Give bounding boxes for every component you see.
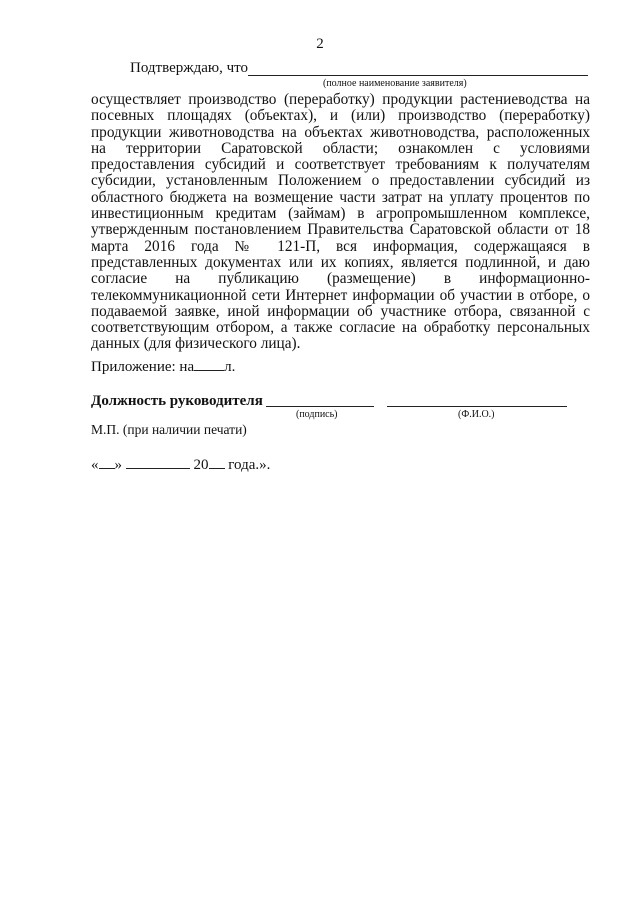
appendix-prefix: Приложение: на <box>91 359 195 375</box>
applicant-name-caption: (полное наименование заявителя) <box>323 78 467 89</box>
appendix-suffix: л. <box>224 359 236 375</box>
stamp-label: М.П. (при наличии печати) <box>91 422 247 437</box>
applicant-name-blank <box>248 75 588 76</box>
date-month-blank <box>126 456 190 469</box>
signature-blank <box>266 406 374 407</box>
confirmation-body-text: осуществляет производство (переработку) продукции растениеводства на посевных площадях (объектах), и (или) производство (переработку) продукции животноводства на объектах животноводства, расположенных на территории Саратовской области; ознакомлен с условиями предоставления субсидий и соответствует требованиям к получателям субсидии, установленным Положением о предоставлении субсидий из областного бюджета на возмещение части затрат на уплату процентов по инвестиционным кредитам (займам) в агропромышленном комплексе, утвержденным постановлением Правительства Саратовской области от 18 марта 2016 года № 121-П, вся информация, содержащаяся в представленных документах или их копиях, является подлинной, и даю согласие на публикацию (размещение) в информационно-телекоммуникационной сети Интернет информации об участии в отборе, о подаваемой заявке, иной информации об участнике отбора, связанной с соответствующим отбором, а также согласие на обработку персональных данных (для физического лица). <box>91 91 590 353</box>
date-day-blank <box>99 456 115 469</box>
fio-caption: (Ф.И.О.) <box>458 409 495 420</box>
date-suffix: года.». <box>228 457 271 473</box>
confirm-prefix: Подтверждаю, что <box>130 60 249 76</box>
date-open-quote: « <box>91 457 99 473</box>
page-number: 2 <box>316 36 324 52</box>
signature-caption: (подпись) <box>296 409 338 420</box>
date-year-blank <box>209 456 225 469</box>
fio-blank <box>387 406 567 407</box>
date-close-quote: » <box>114 457 122 473</box>
appendix-pages-blank <box>194 358 224 371</box>
date-year-prefix: 20 <box>193 457 209 473</box>
position-label: Должность руководителя <box>91 393 263 409</box>
appendix-line <box>91 358 235 376</box>
date-line <box>91 456 270 474</box>
